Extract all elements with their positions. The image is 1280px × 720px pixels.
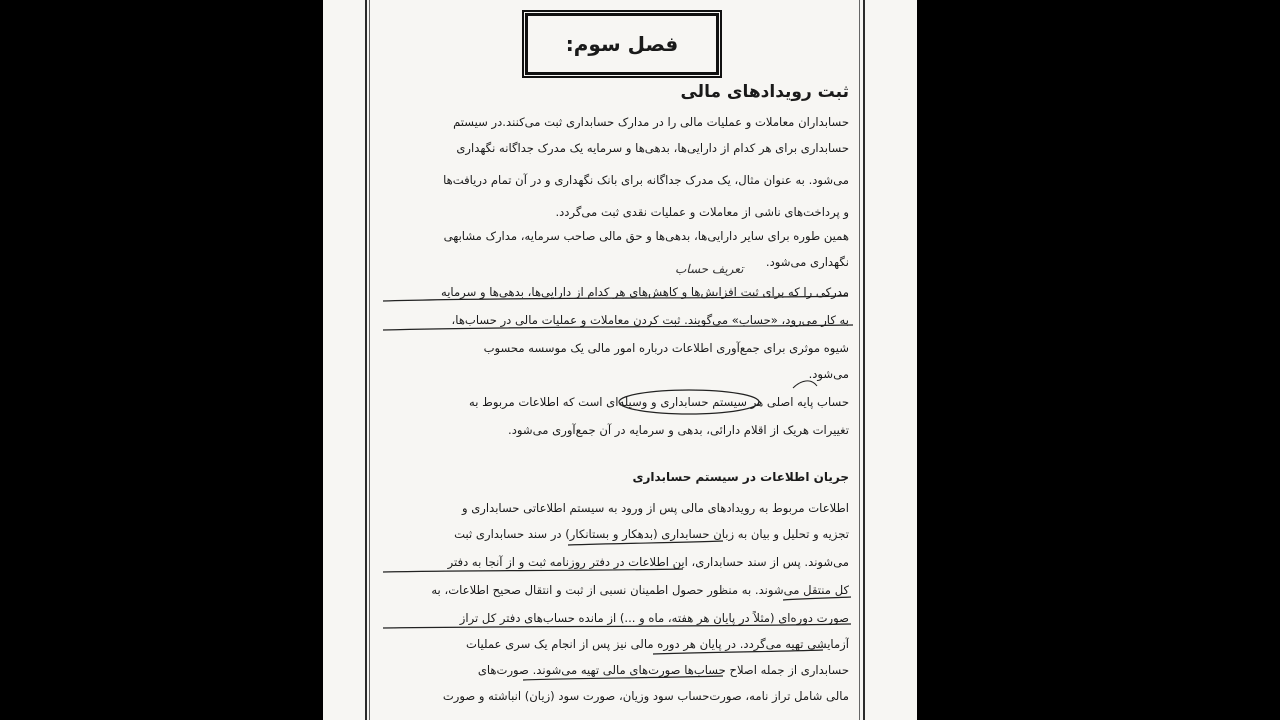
handwritten-note: تعریف حساب (675, 262, 744, 276)
page-content (375, 0, 853, 720)
paragraph-line: حساب پایه اصلی هر سیستم حسابداری و وسیله‌ای است که اطلاعات مربوط به (468, 395, 849, 409)
page-border-left-inner (369, 0, 370, 720)
paragraph-line: تغییرات هریک از اقلام دارائی، بدهی و سرمایه در آن جمع‌آوری می‌شود. (508, 423, 849, 437)
section-title: ثبت رویدادهای مالی (680, 82, 849, 102)
page-border-right (863, 0, 865, 720)
paragraph-line: می‌شوند. پس از سند حسابداری، این اطلاعات در دفتر روزنامه ثبت و از آنجا به دفتر (447, 555, 849, 569)
paragraph-line: حسابداران معاملات و عملیات مالی را در مدارک حسابداری ثبت می‌کنند.در سیستم (453, 115, 849, 129)
paragraph-line: اطلاعات مربوط به رویدادهای مالی پس از ورود به سیستم اطلاعاتی حسابداری و (461, 501, 849, 515)
paragraph-line: تجزیه و تحلیل و بیان به زبان حسابداری (بدهکار و بستانکار) در سند حسابداری ثبت (454, 527, 849, 541)
paragraph-line: حسابداری از جمله اصلاح حساب‌ها صورت‌های مالی تهیه می‌شوند. صورت‌های (477, 663, 849, 677)
paragraph-line: کل منتقل می‌شوند. به منظور حصول اطمینان نسبی از ثبت و انتقال صحیح اطلاعات، به (431, 583, 849, 597)
paragraph-line: نگهداری می‌شود. (765, 255, 849, 269)
paragraph-line: آزمایشی تهیه می‌گردد. در پایان هر دوره مالی نیز پس از انجام یک سری عملیات (466, 637, 849, 651)
paragraph-line: همین طوره برای سایر دارایی‌ها، بدهی‌ها و حق مالی صاحب سرمایه، مدارک مشابهی (443, 229, 849, 243)
paragraph-line: شیوه موثری برای جمع‌آوری اطلاعات درباره امور مالی یک موسسه محسوب (483, 341, 849, 355)
paragraph-line: می‌شود. (808, 367, 849, 381)
paragraph-line: مالی شامل تراز نامه، صورت‌حساب سود وزیان، صورت سود (زیان) انباشته و صورت (442, 689, 849, 703)
paragraph-line: مدرکی را که برای ثبت افزایش‌ها و کاهش‌های هر کدام از دارایی‌ها، بدهی‌ها و سرمایه (440, 285, 849, 299)
subheading: جریان اطلاعات در سیستم حسابداری (632, 470, 849, 484)
paragraph-line: می‌شود. به عنوان مثال، یک مدرک جداگانه برای بانک نگهداری و در آن تمام دریافت‌ها (443, 173, 849, 187)
scanned-book-page (323, 0, 917, 720)
paragraph-line: حسابداری برای هر کدام از دارایی‌ها، بدهی‌ها و سرمایه یک مدرک جداگانه نگهداری (456, 141, 849, 155)
chapter-title-box (525, 13, 719, 75)
paragraph-line: به کار می‌رود، «حساب» می‌گویند. ثبت کردن معاملات و عملیات مالی در حساب‌ها، (451, 313, 849, 327)
paragraph-line: صورت دوره‌ای (مثلاً در پایان هر هفته، ماه و ...) از مانده حساب‌های دفتر کل تراز (459, 611, 849, 625)
chapter-title: فصل سوم: (565, 32, 679, 56)
page-border-left (365, 0, 367, 720)
page-border-right-inner (859, 0, 860, 720)
paragraph-line: و پرداخت‌های ناشی از معاملات و عملیات نقدی ثبت می‌گردد. (555, 205, 849, 219)
